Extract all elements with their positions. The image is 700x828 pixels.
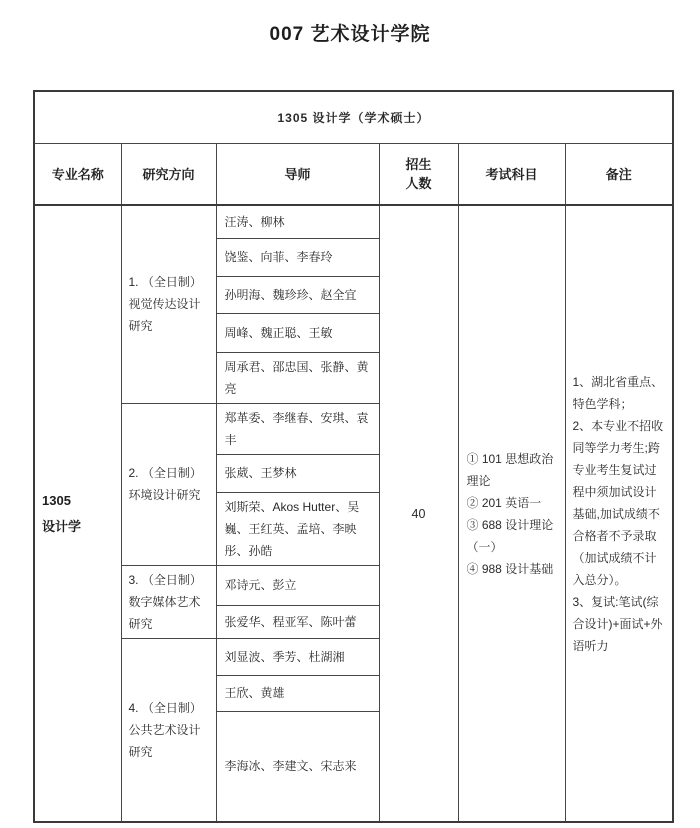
advisor-cell: 张葳、王梦林 [216, 454, 379, 492]
table-band-title: 1305 设计学（学术硕士） [34, 91, 673, 144]
column-header-major-name: 专业名称 [34, 144, 121, 206]
exam-subject-3: ③ 688 设计理论（一） [466, 517, 554, 554]
exam-subject-4: ④ 988 设计基础 [466, 561, 554, 576]
note-item-3: 3、复试:笔试(综合设计)+面试+外语听力 [572, 594, 663, 653]
direction-cell-1: 1. （全日制）视觉传达设计研究 [121, 205, 216, 403]
advisor-cell: 孙明海、魏珍珍、赵全宜 [216, 276, 379, 313]
table-row [34, 205, 673, 238]
column-header-exam-subjects: 考试科目 [458, 144, 565, 206]
column-header-enrollment: 招生人数 [379, 144, 458, 206]
major-title: 设计学 [42, 518, 82, 534]
direction-cell-2: 2. （全日制）环境设计研究 [121, 403, 216, 565]
major-code: 1305 [42, 492, 71, 508]
column-header-row [34, 144, 673, 206]
band-row [34, 91, 673, 144]
advisor-cell: 周承君、邵忠国、张静、黄亮 [216, 352, 379, 403]
note-item-2: 2、本专业不招收同等学力考生;跨专业考生复试过程中须加试设计基础,加试成绩不合格者不予录取（加试成绩不计入总分）。 [572, 418, 664, 587]
advisor-cell: 汪涛、柳林 [216, 205, 379, 238]
major-name-cell [34, 205, 121, 822]
advisor-cell: 张爱华、程亚军、陈叶蕾 [216, 606, 379, 638]
advisor-cell: 刘斯荣、Akos Hutter、吴巍、王红英、孟培、李映彤、孙皓 [216, 492, 379, 565]
advisor-cell: 邓诗元、彭立 [216, 565, 379, 606]
direction-cell-3: 3. （全日制）数字媒体艺术研究 [121, 565, 216, 638]
advisor-cell: 刘显波、季芳、杜湖湘 [216, 638, 379, 675]
notes-cell [565, 205, 673, 822]
exam-subject-1: ① 101 思想政治理论 [466, 451, 554, 488]
exam-subjects-cell [458, 205, 565, 822]
column-header-direction: 研究方向 [121, 144, 216, 206]
enrollment-cell: 40 [379, 205, 458, 822]
column-header-advisors: 导师 [216, 144, 379, 206]
advisor-cell: 李海冰、李建文、宋志来 [216, 711, 379, 822]
column-header-notes: 备注 [565, 144, 673, 206]
advisor-cell: 饶鉴、向菲、李春玲 [216, 238, 379, 276]
advisor-cell: 王欣、黄雄 [216, 675, 379, 711]
advisor-cell: 周峰、魏正聪、王敏 [216, 313, 379, 352]
exam-subject-2: ② 201 英语一 [466, 495, 542, 510]
page-title: 007 艺术设计学院 [269, 24, 431, 45]
direction-cell-4: 4. （全日制）公共艺术设计研究 [121, 638, 216, 822]
note-item-1: 1、湖北省重点、特色学科； [572, 374, 664, 411]
advisor-cell: 郑革委、李继春、安琪、袁丰 [216, 403, 379, 454]
admission-table [33, 90, 674, 823]
